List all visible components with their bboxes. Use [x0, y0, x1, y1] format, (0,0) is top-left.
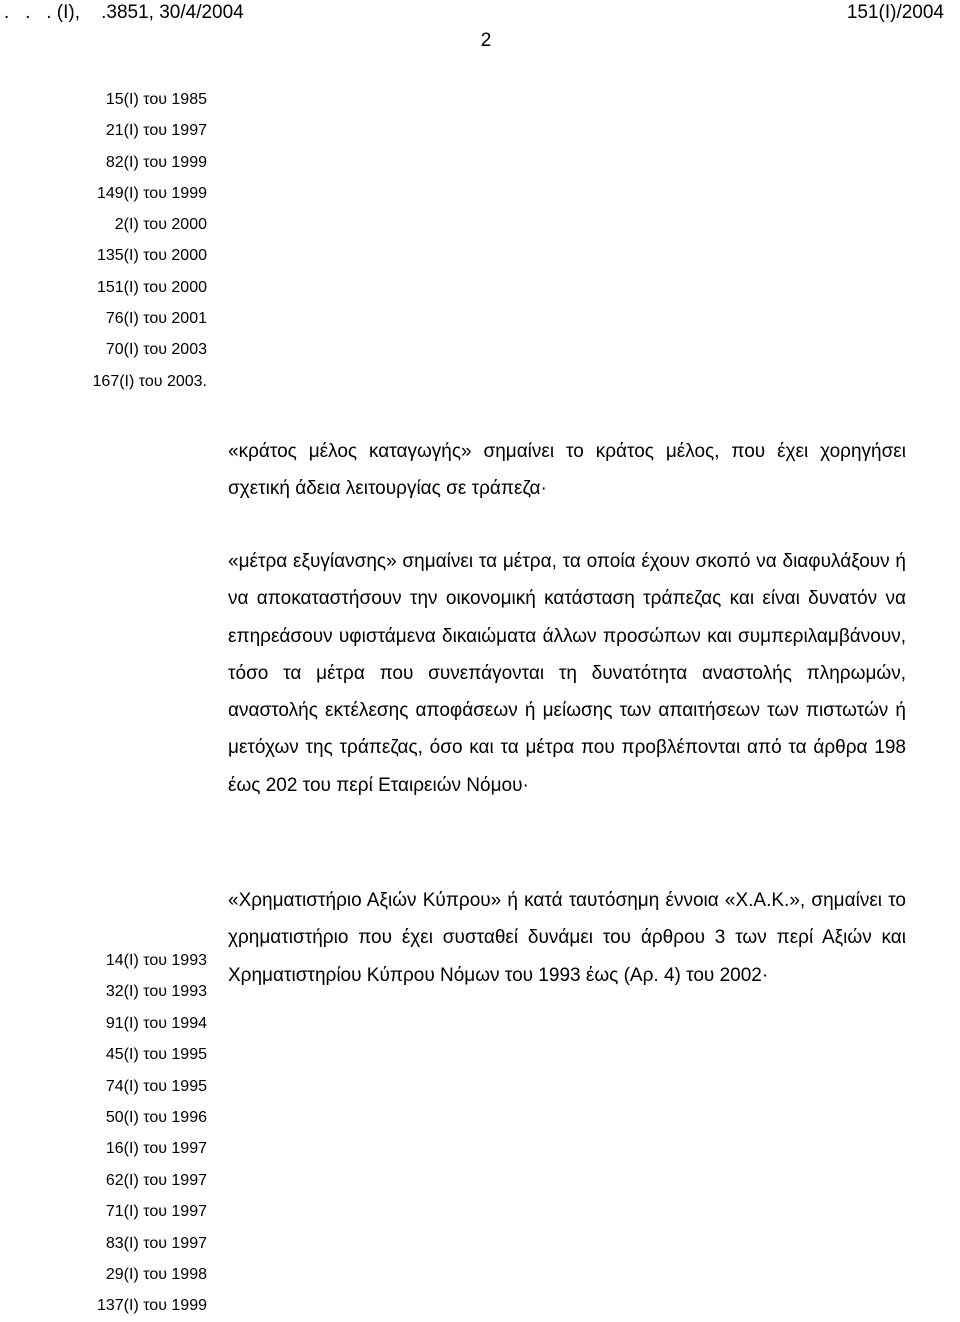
margin-law-references-bottom	[0, 945, 207, 1322]
law-reference: 2(Ι) του 2000	[114, 216, 207, 234]
law-reference: 21(Ι) του 1997	[105, 122, 207, 140]
gazette-reference: . . . (Ι), .3851, 30/4/2004	[4, 2, 244, 23]
margin-law-references-top	[0, 84, 207, 397]
law-reference: 83(Ι) του 1997	[105, 1234, 207, 1252]
law-reference: 91(Ι) του 1994	[105, 1014, 207, 1032]
law-reference: 74(Ι) του 1995	[105, 1077, 207, 1095]
law-reference: 16(Ι) του 1997	[105, 1140, 207, 1158]
law-reference: 135(Ι) του 2000	[96, 247, 207, 265]
definition-home-member-state: «κράτος μέλος καταγωγής» σημαίνει το κράτος μέλος, που έχει χορηγήσει σχετική άδεια λειτουργίας σε τράπεζα·	[228, 441, 906, 500]
law-reference: 70(Ι) του 2003	[105, 341, 207, 359]
law-reference: 45(Ι) του 1995	[105, 1046, 207, 1064]
definition-reorganisation-measures: «μέτρα εξυγίανσης» σημαίνει τα μέτρα, τα οποία έχουν σκοπό να διαφυλάξουν ή να αποκαταστήσουν την οικονομική κατάσταση τράπεζας και είναι δυνατόν να επηρεάσουν υφιστάμενα δικαιώματα άλλων προσώπων και συμπεριλαμβάνουν, τόσο τα μέτρα που συνεπάγονται τη δυνατότητα αναστολής πληρωμών, αναστολής εκτέλεσης αποφάσεων ή μείωσης των απαιτήσεων των πιστωτών ή μετόχων της τράπεζας, όσο και τα μέτρα που προβλέπονται από τα άρθρα 198 έως 202 του περί Εταιρειών Νόμου·	[228, 551, 906, 796]
law-reference: 62(Ι) του 1997	[105, 1171, 207, 1189]
definition-cyprus-stock-exchange: «Χρηματιστήριο Αξιών Κύπρου» ή κατά ταυτόσημη έννοια «Χ.Α.Κ.», σημαίνει το χρηματιστήριο που έχει συσταθεί δυνάμει του άρθρου 3 των περί Αξιών και Χρηματιστηρίου Κύπρου Νόμων του 1993 έως (Αρ. 4) του 2002·	[228, 890, 906, 986]
law-reference: 137(Ι) του 1999	[96, 1297, 207, 1315]
law-reference: 149(Ι) του 1999	[96, 184, 207, 202]
law-reference: 15(Ι) του 1985	[105, 91, 207, 108]
law-reference: 151(Ι) του 2000	[96, 278, 207, 296]
law-reference: 14(Ι) του 1993	[105, 952, 207, 969]
law-number: 151(Ι)/2004	[846, 2, 944, 23]
law-reference: 71(Ι) του 1997	[105, 1203, 207, 1221]
law-reference: 29(Ι) του 1998	[105, 1266, 207, 1284]
law-reference: 32(Ι) του 1993	[105, 983, 207, 1001]
law-reference: 76(Ι) του 2001	[105, 310, 207, 328]
law-reference: 82(Ι) του 1999	[105, 153, 207, 171]
law-reference: 50(Ι) του 1996	[105, 1109, 207, 1127]
page-number: 2	[480, 30, 492, 51]
law-reference: 167(Ι) του 2003.	[92, 372, 207, 390]
